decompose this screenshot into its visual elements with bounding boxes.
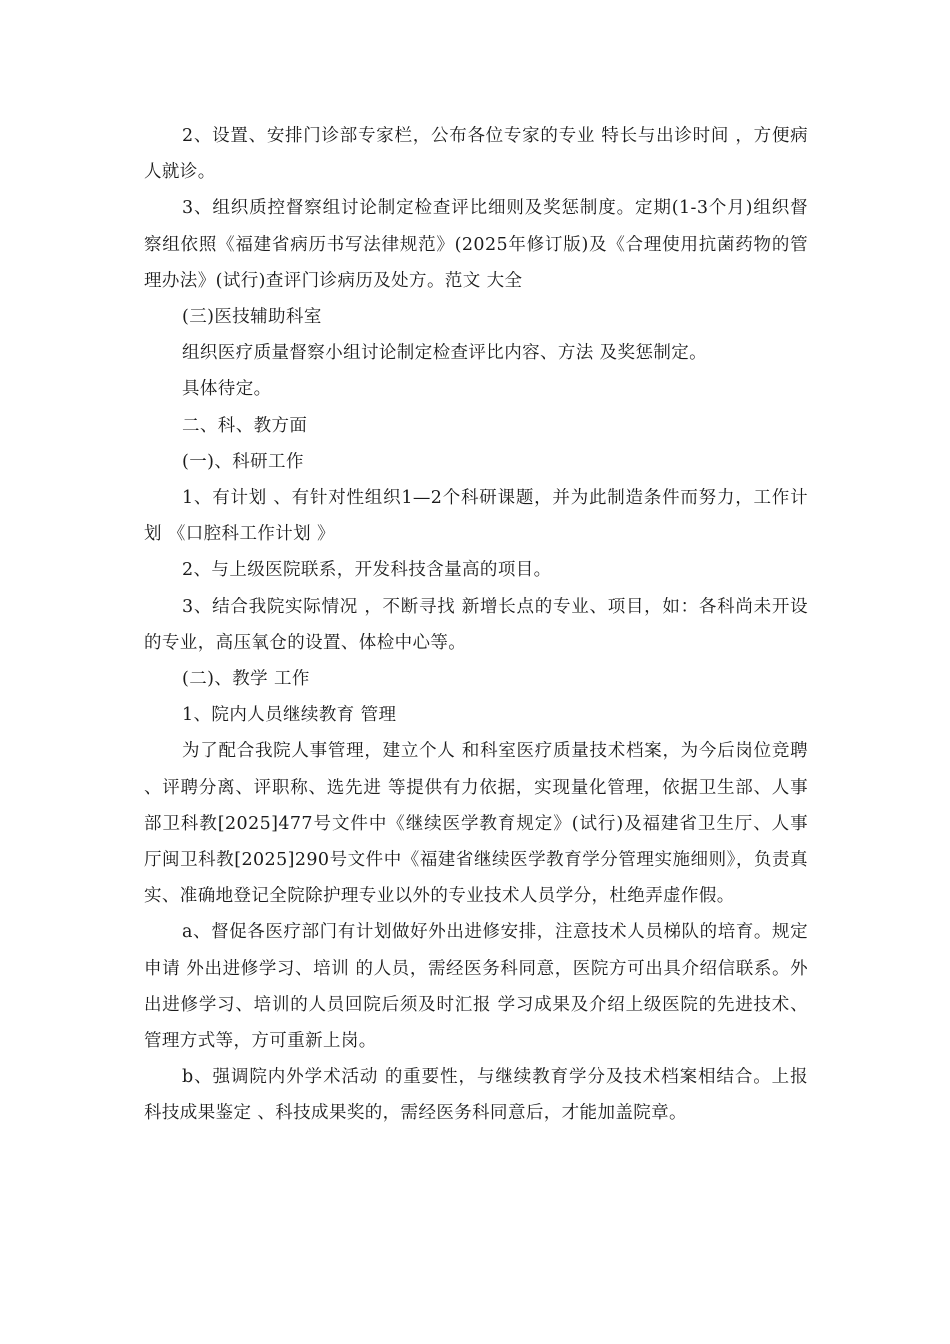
heading-continuing-education: 1、院内人员继续教育 管理 — [182, 705, 397, 726]
paragraph-new-growth: 3、结合我院实际情况 ，不断寻找 新增长点的专业、项目，如：各科尚未开设的专业，高压氧仓的设置、体检中心等。 — [144, 596, 808, 653]
paragraph-research-plan: 1、有计划 、有针对性组织1—2个科研课题，并为此制造条件而努力，工作计划 《口腔科工作计划 》 — [144, 488, 808, 545]
paragraph-contact-superior: 2、与上级医院联系，开发科技含量高的项目。 — [182, 560, 552, 581]
paragraph-quality-inspection: 3、组织质控督察组讨论制定检查评比细则及奖惩制度。定期(1-3个月)组织督察组依照《福建省病历书写法律规范》(2025年修订版)及《合理使用抗菌药物的管理办法》(试行)查评门诊病历及处方。范文 大全 — [144, 198, 808, 291]
heading-research-teaching: 二、科、教方面 — [182, 415, 308, 436]
paragraph-quality-group: 组织医疗质量督察小组讨论制定检查评比内容、方法 及奖惩制定。 — [182, 343, 708, 364]
paragraph-specialist-board: 2、设置、安排门诊部专家栏，公布各位专家的专业 特长与出诊时间 ，方便病人就诊。 — [144, 126, 808, 183]
heading-medical-tech-depts: (三)医技辅助科室 — [182, 307, 322, 328]
paragraph-academic-activities: b、强调院内外学术活动 的重要性，与继续教育学分及技术档案相结合。上报科技成果鉴定 、科技成果奖的，需经医务科同意后，才能加盖院章。 — [144, 1067, 808, 1124]
paragraph-further-study: a、督促各医疗部门有计划做好外出进修安排，注意技术人员梯队的培育。规定申请 外出进修学习、培训 的人员，需经医务科同意，医院方可出具介绍信联系。外出进修学习、培训的人员回院后须及时汇报 学习成果及介绍上级医院的先进技术、管理方式等，方可重新上岗。 — [144, 922, 808, 1052]
paragraph-personnel-management: 为了配合我院人事管理，建立个人 和科室医疗质量技术档案，为今后岗位竞聘 、评聘分离、评职称、选先进 等提供有力依据，实现量化管理，依据卫生部、人事部卫科教[2025]477号文件中《继续医学教育规定》(试行)及福建省卫生厅、人事厅闽卫科教[2025]290号文件中《福建省继续医学教育学分管理实施细则》，负责真实、准确地登记全院除护理专业以外的专业技术人员学分，杜绝弄虚作假。 — [144, 741, 808, 907]
heading-teaching-work: (二)、教学 工作 — [182, 669, 310, 690]
heading-research-work: (一)、科研工作 — [182, 451, 304, 472]
paragraph-to-be-determined: 具体待定。 — [182, 379, 272, 400]
document-body — [144, 118, 808, 1132]
